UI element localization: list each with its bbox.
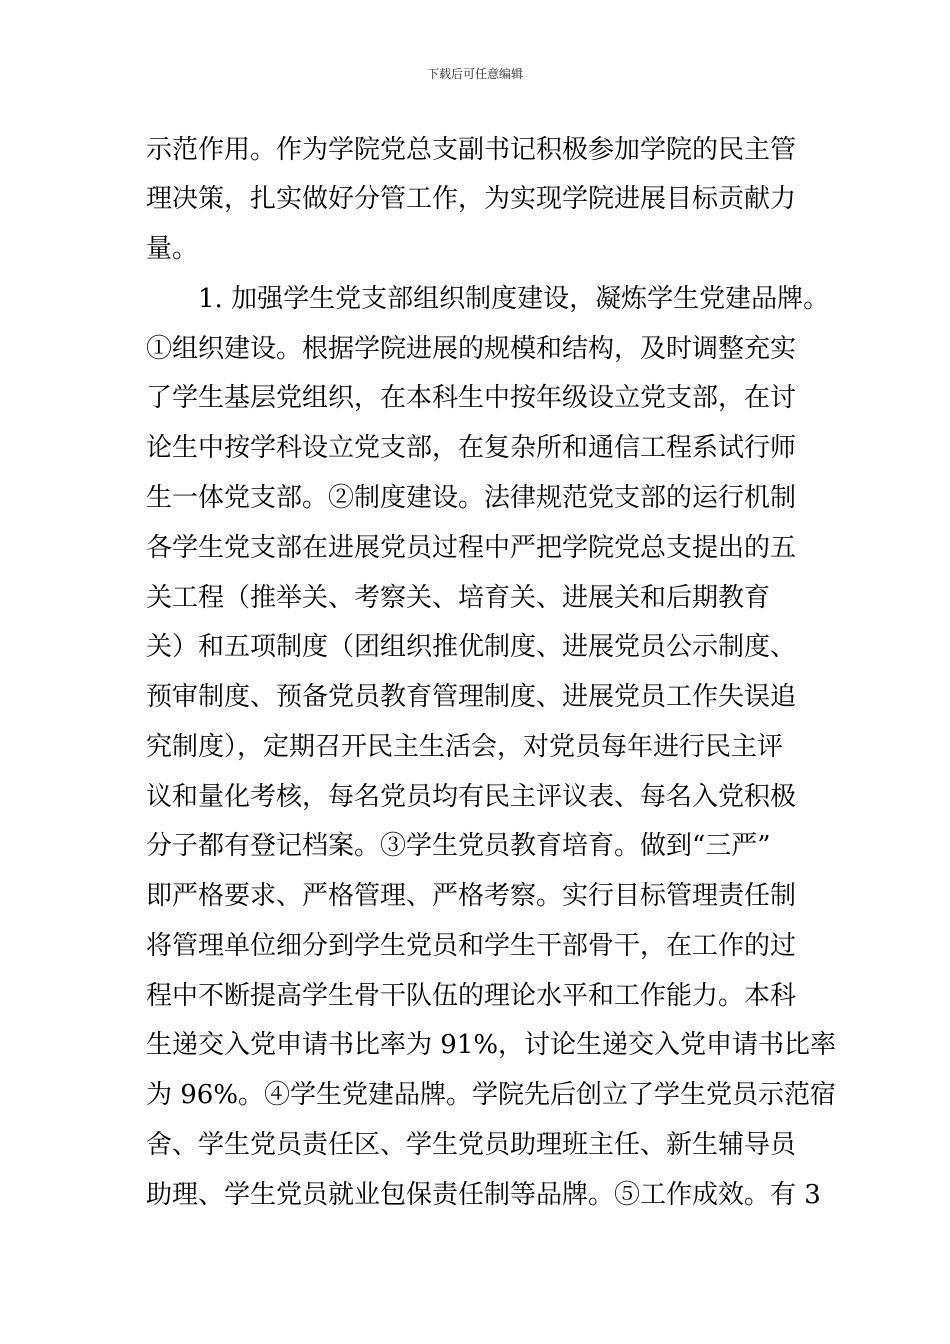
paragraph-line: 预审制度、预备党员教育管理制度、进展党员工作失误追 <box>146 682 797 712</box>
paragraph-line: 将管理单位细分到学生党员和学生干部骨干，在工作的过 <box>146 931 797 961</box>
paragraph-line: 论生中按学科设立党支部，在复杂所和通信工程系试行师 <box>146 433 797 463</box>
paragraph-line: 舍、学生党员责任区、学生党员助理班主任、新生辅导员 <box>146 1130 797 1160</box>
paragraph-line: 示范作用。作为学院党总支副书记积极参加学院的民主管 <box>146 135 797 165</box>
paragraph-line: 议和量化考核，每名党员均有民主评议表、每名入党积极 <box>146 782 797 812</box>
paragraph-line: 即严格要求、严格管理、严格考察。实行目标管理责任制 <box>146 881 797 911</box>
paragraph-line: 助理、学生党员就业包保责任制等品牌。⑤工作成效。有 3 <box>146 1180 821 1210</box>
paragraph-line: 了学生基层党组织，在本科生中按年级设立党支部，在讨 <box>146 383 797 413</box>
paragraph-line: 分子都有登记档案。③学生党员教育培育。做到“三严” <box>146 831 771 861</box>
paragraph-line: 1. 加强学生党支部组织制度建设，凝炼学生党建品牌。 <box>198 284 830 314</box>
paragraph-line: 为 96%。④学生党建品牌。学院先后创立了学生党员示范宿 <box>146 1080 837 1110</box>
paragraph-line: 各学生党支部在进展党员过程中严把学院党总支提出的五 <box>146 533 797 563</box>
paragraph-line: 生一体党支部。②制度建设。法律规范党支部的运行机制 <box>146 483 797 513</box>
paragraph-line: 关）和五项制度（团组织推优制度、进展党员公示制度、 <box>146 632 797 662</box>
page-header: 下载后可任意编辑 <box>426 67 523 81</box>
paragraph-line: 程中不断提高学生骨干队伍的理论水平和工作能力。本科 <box>146 981 797 1011</box>
paragraph-line: 理决策，扎实做好分管工作，为实现学院进展目标贡献力 <box>146 184 797 214</box>
paragraph-line: 量。 <box>146 234 199 264</box>
paragraph-line: 关工程（推举关、考察关、培育关、进展关和后期教育 <box>146 583 771 613</box>
paragraph-line: 生递交入党申请书比率为 91%，讨论生递交入党申请书比率 <box>146 1030 837 1060</box>
paragraph-line: 究制度），定期召开民主生活会，对党员每年进行民主评 <box>146 732 784 762</box>
paragraph-line: ①组织建设。根据学院进展的规模和结构，及时调整充实 <box>146 334 797 364</box>
